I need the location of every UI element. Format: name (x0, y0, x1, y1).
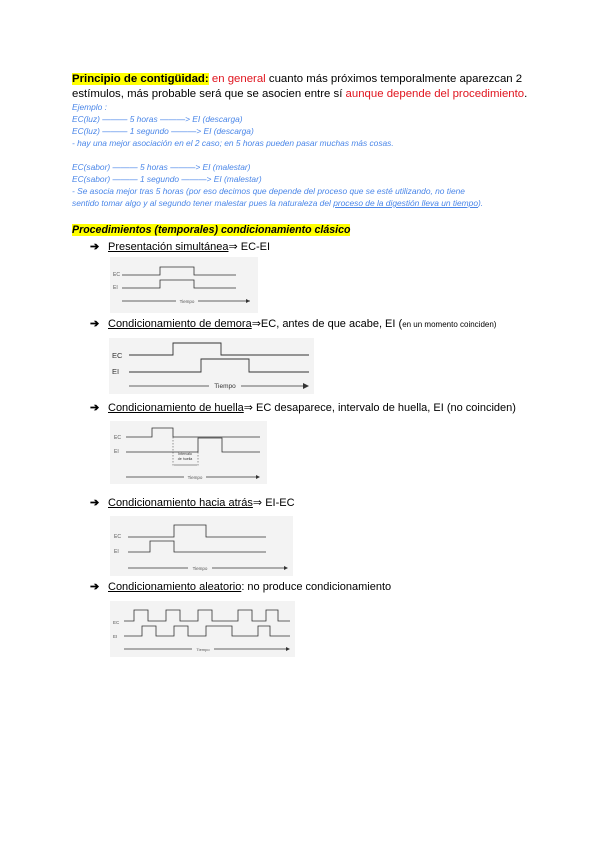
d3-ec-label: EC (114, 435, 121, 441)
d4-ec-label: EC (114, 534, 121, 540)
section-title: Procedimientos (temporales) condicionamiento clásico (72, 224, 351, 236)
d2-time-label: Tiempo (214, 383, 236, 390)
d4-time-label: Tiempo (192, 566, 208, 571)
d3-note-1: Intervalo (178, 452, 192, 456)
d1-ei-line (122, 280, 236, 288)
d5-ec-line (124, 610, 290, 621)
d4-ei-label: EI (114, 549, 119, 555)
diagram-aleatorio (110, 601, 295, 657)
example-label: Ejemplo : (72, 102, 107, 112)
arrow-icon: ➔ (90, 402, 100, 414)
intro-end: . (524, 88, 528, 100)
d5-ei-line (124, 626, 290, 636)
d5-ec-label: EC (113, 620, 120, 625)
example-line-6 (72, 198, 542, 209)
diagram-hacia-atras (110, 516, 293, 576)
example-line-4: EC(sabor) ——— 5 horas ———> EI (malestar) (72, 162, 251, 172)
d2-ei-label: EI (112, 367, 120, 376)
item-aleatorio: ➔ Condicionamiento aleatorio: no produce condicionamiento (90, 581, 392, 593)
arrow-icon: ➔ (90, 318, 100, 330)
example-line-5: EC(sabor) ——— 1 segundo ———> EI (malestar) (72, 174, 262, 184)
intro-red-1: en general (211, 73, 266, 85)
diagram-huella (110, 421, 267, 484)
d3-ec-line (126, 428, 260, 437)
d1-ec-label: EC (113, 272, 120, 278)
d1-ec-line (122, 267, 236, 275)
example-line-6b: sentido tomar algo y al segundo tener malestar pues la naturaleza del (72, 198, 334, 208)
d3-note-2: de huella (177, 457, 193, 461)
example-line-6d: ). (477, 198, 484, 208)
d2-ei-line (129, 359, 309, 372)
item-hacia-atras: ➔ Condicionamiento hacia atrás⇒ EI-EC (90, 497, 295, 509)
d2-ec-line (129, 343, 309, 355)
arrow-icon: ➔ (90, 241, 100, 253)
intro-title: Principio de contigüidad: (72, 73, 209, 85)
intro-text: cuanto más próximos temporalmente aparezcan 2 estímulos, más probable será que se asocien entre sí (72, 73, 523, 100)
diagram-demora (109, 338, 314, 394)
example-line-6c: proceso de la digestión lleva un tiempo (333, 198, 478, 208)
arrow-icon: ➔ (90, 497, 100, 509)
d5-time-label: Tiempo (196, 647, 210, 652)
diagram-simultanea (110, 257, 258, 313)
d1-ei-label: EI (113, 285, 118, 291)
d2-ec-label: EC (112, 351, 123, 360)
intro-paragraph (72, 72, 532, 102)
d3-time-label: Tiempo (187, 475, 203, 480)
arrow-icon: ➔ (90, 581, 100, 593)
d3-ei-line (126, 438, 260, 452)
d3-ei-label: EI (114, 449, 119, 455)
example-line-2: EC(luz) ——— 1 segundo ———> EI (descarga) (72, 126, 254, 136)
item-demora: ➔ Condicionamiento de demora⇒EC, antes de que acabe, EI (en un momento coinciden) (90, 318, 497, 330)
example-line-6a: - Se asocia mejor tras 5 horas (por eso decimos que depende del proceso que se esté utilizando, no tiene (72, 186, 465, 196)
item-huella: ➔ Condicionamiento de huella⇒ EC desaparece, intervalo de huella, EI (no coinciden) (90, 402, 516, 414)
d5-ei-label: EI (113, 634, 118, 639)
intro-red-2: aunque depende del procedimiento (345, 88, 525, 100)
d4-ei-line (128, 541, 266, 552)
d1-time-label: Tiempo (179, 299, 195, 304)
item-simultanea: ➔ Presentación simultánea⇒ EC-EI (90, 241, 271, 253)
d4-ec-line (128, 525, 266, 537)
example-line-3: - hay una mejor asociación en el 2 caso; en 5 horas pueden pasar muchas más cosas. (72, 138, 394, 148)
example-line-1: EC(luz) ——— 5 horas ———> EI (descarga) (72, 114, 243, 124)
